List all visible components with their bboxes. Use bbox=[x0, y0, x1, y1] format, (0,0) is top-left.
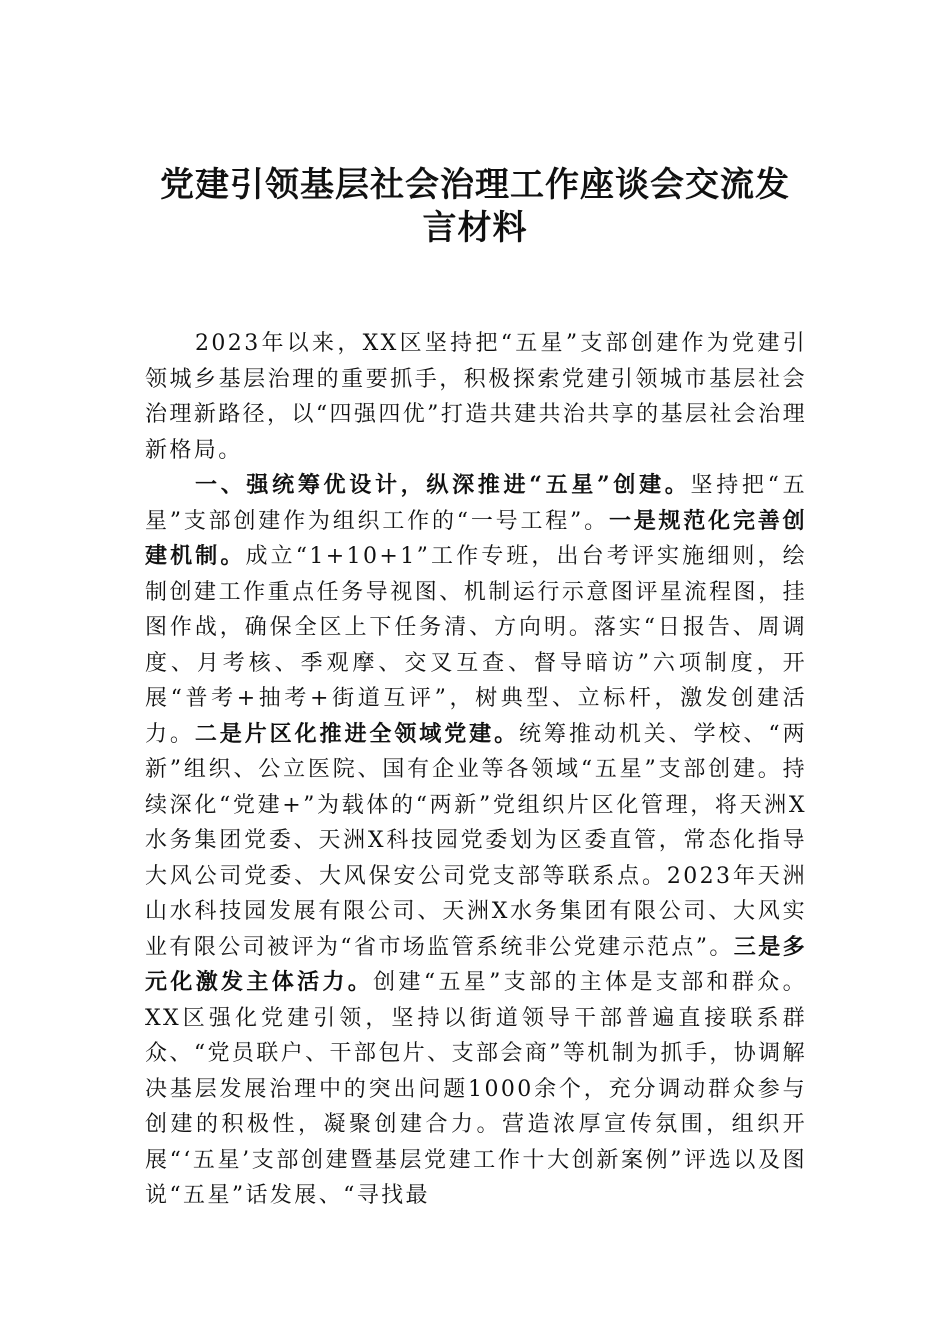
point-3-text: 创建“五星”支部的主体是支部和群众。XX区强化党建引领，坚持以街道领导干部普遍直接联系群众、“党员联户、干部包片、支部会商”等机制为抓手，协调解决基层发展治理中的突出问题1000余个，充分调动群众参与创建的积极性，凝聚创建合力。营造浓厚宣传氛围，组织开展“‘五星’支部创建暨基层党建工作十大创新案例”评选以及图说“五星”话发展、“寻找最 bbox=[145, 970, 807, 1208]
intro-text: 2023年以来，XX区坚持把“五星”支部创建作为党建引领城乡基层治理的重要抓手，积极探索党建引领城市基层社会治理新路径，以“四强四优”打造共建共治共享的基层社会治理新格局。 bbox=[145, 331, 807, 463]
point-1-text: 成立“1+10+1”工作专班，出台考评实施细则，绘制创建工作重点任务导视图、机制运行示意图评星流程图，挂图作战，确保全区上下任务清、方向明。落实“日报告、周调度、月考核、季观摩、交叉互查、督导暗访”六项制度，开展“普考+抽考+街道互评”，树典型、立标杆，激发创建活力。 bbox=[145, 544, 807, 747]
document-title-line-2: 言材料 bbox=[422, 208, 528, 248]
document-title-line-1: 党建引领基层社会治理工作座谈会交流发 bbox=[160, 165, 790, 205]
section-1-heading: 一、强统筹优设计，纵深推进“五星”创建。 bbox=[195, 472, 691, 498]
point-3-title: 三是多元化激发主体活力。 bbox=[145, 933, 808, 995]
section-1-paragraph bbox=[145, 468, 807, 1214]
point-2-text: 统筹推动机关、学校、“两新”组织、公立医院、国有企业等各领域“五星”支部创建。持续深化“党建+”为载体的“两新”党组织片区化管理，将天洲X水务集团党委、天洲X科技园党委划为区委直管，常态化指导大风公司党委、大风保安公司党支部等联系点。2023年天洲山水科技园发展有限公司、天洲X水务集团有限公司、大风实业有限公司被评为“省市场监管系统非公党建示范点”。 bbox=[145, 721, 807, 960]
section-1-lead: 坚持把“五星”支部创建作为组织工作的“一号工程”。 bbox=[145, 473, 808, 534]
point-2-title: 二是片区化推进全领域党建。 bbox=[194, 720, 520, 747]
document-body bbox=[145, 326, 807, 1214]
intro-paragraph bbox=[145, 326, 807, 468]
point-1-title: 一是规范化完善创建机制。 bbox=[145, 507, 808, 569]
